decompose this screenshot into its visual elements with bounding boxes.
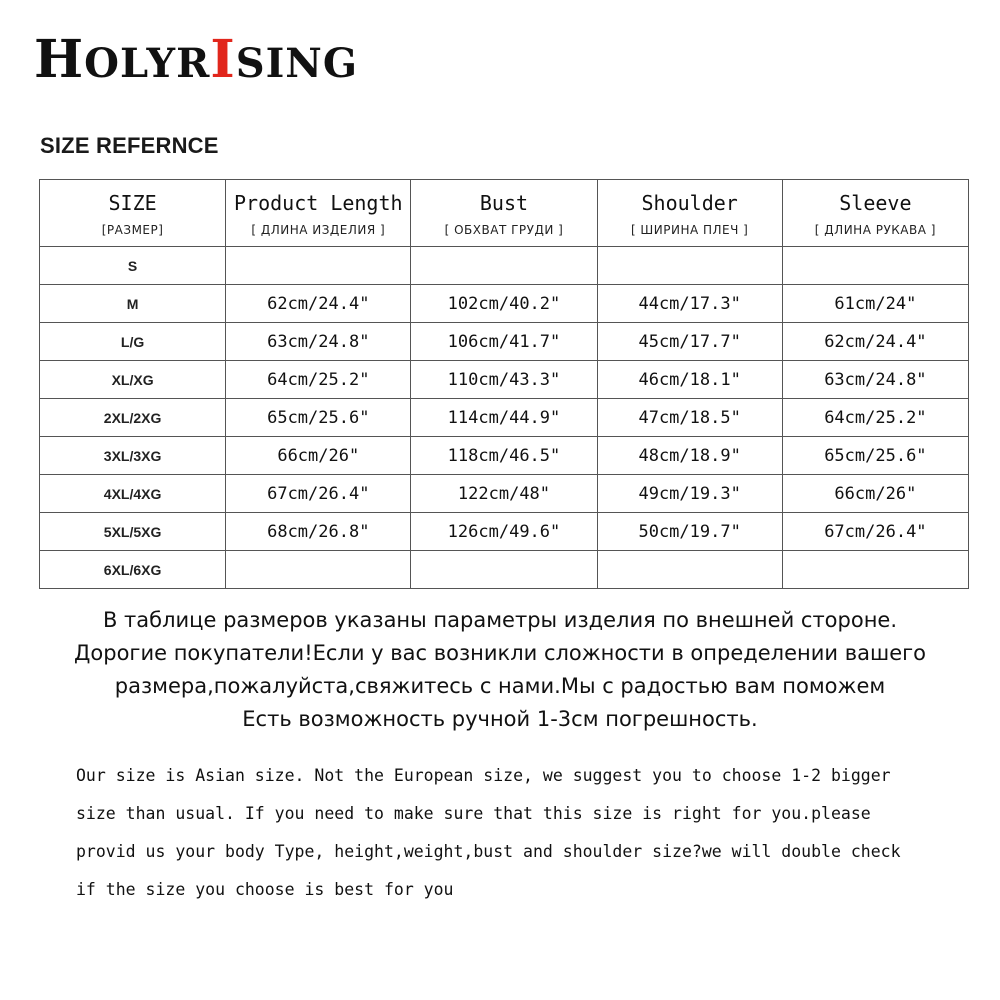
- bust-cell: 106cm/41.7": [411, 323, 597, 361]
- size-reference-heading: SIZE REFERNCE: [40, 133, 219, 158]
- bust-cell: 122cm/48": [411, 475, 597, 513]
- shoulder-cell: 49cm/19.3": [597, 475, 782, 513]
- length-cell: 63cm/24.8": [226, 323, 411, 361]
- header-shoulder-label: Shoulder: [641, 191, 738, 215]
- bust-cell: 114cm/44.9": [411, 399, 597, 437]
- header-shoulder: [597, 180, 782, 247]
- logo-text-olyr: OLYR: [84, 40, 211, 87]
- sleeve-cell: 62cm/24.4": [782, 323, 968, 361]
- table-row: [40, 551, 969, 589]
- length-cell: 64cm/25.2": [226, 361, 411, 399]
- header-size-sublabel: [РАЗМЕР]: [101, 223, 164, 237]
- length-cell: [226, 247, 411, 285]
- shoulder-cell: [597, 551, 782, 589]
- english-note-line: size than usual. If you need to make sure that this size is right for you.please: [76, 804, 871, 823]
- sleeve-cell: [782, 247, 968, 285]
- table-row: [40, 247, 969, 285]
- english-note-line: provid us your body Type, height,weight,bust and shoulder size?we will double check: [76, 842, 901, 861]
- logo-letter-i: I: [210, 29, 236, 90]
- shoulder-cell: 47cm/18.5": [597, 399, 782, 437]
- header-length: [226, 180, 411, 247]
- header-bust-label: Bust: [479, 191, 529, 215]
- shoulder-cell: 44cm/17.3": [597, 285, 782, 323]
- shoulder-cell: 45cm/17.7": [597, 323, 782, 361]
- table-row: [40, 285, 969, 323]
- header-length-label: Product Length: [233, 191, 403, 215]
- header-shoulder-sublabel: [ ШИРИНА ПЛЕЧ ]: [630, 223, 749, 237]
- bust-cell: 118cm/46.5": [411, 437, 597, 475]
- size-cell: 2XL/2XG: [40, 399, 226, 437]
- bust-cell: 110cm/43.3": [411, 361, 597, 399]
- bust-cell: [411, 551, 597, 589]
- logo-letter-h: H: [34, 29, 85, 90]
- header-sleeve: [782, 180, 968, 247]
- russian-notice-line: размера,пожалуйста,свяжитесь с нами.Мы с радостью вам поможем: [114, 674, 886, 698]
- table-row: [40, 437, 969, 475]
- length-cell: 65cm/25.6": [226, 399, 411, 437]
- header-length-sublabel: [ ДЛИНА ИЗДЕЛИЯ ]: [251, 223, 386, 237]
- size-cell: S: [40, 247, 226, 285]
- logo-text-sing: SING: [235, 40, 359, 87]
- table-row: [40, 513, 969, 551]
- table-row: [40, 475, 969, 513]
- sleeve-cell: 64cm/25.2": [782, 399, 968, 437]
- header-sleeve-sublabel: [ ДЛИНА РУКАВА ]: [814, 223, 936, 237]
- sleeve-cell: [782, 551, 968, 589]
- english-note-line: if the size you choose is best for you: [76, 880, 454, 899]
- russian-notice-line: Дорогие покупатели!Если у вас возникли сложности в определении вашего: [73, 641, 926, 665]
- shoulder-cell: [597, 247, 782, 285]
- sleeve-cell: 66cm/26": [782, 475, 968, 513]
- english-note-line: Our size is Asian size. Not the European size, we suggest you to choose 1-2 bigger: [76, 766, 891, 785]
- length-cell: 66cm/26": [226, 437, 411, 475]
- header-sleeve-label: Sleeve: [839, 191, 912, 215]
- english-size-note: [76, 757, 976, 909]
- size-cell: 3XL/3XG: [40, 437, 226, 475]
- length-cell: 67cm/26.4": [226, 475, 411, 513]
- bust-cell: 102cm/40.2": [411, 285, 597, 323]
- shoulder-cell: 48cm/18.9": [597, 437, 782, 475]
- header-bust-sublabel: [ ОБХВАТ ГРУДИ ]: [444, 223, 564, 237]
- sleeve-cell: 67cm/26.4": [782, 513, 968, 551]
- shoulder-cell: 50cm/19.7": [597, 513, 782, 551]
- size-cell: 4XL/4XG: [40, 475, 226, 513]
- sleeve-cell: 63cm/24.8": [782, 361, 968, 399]
- table-header-row: [40, 180, 969, 247]
- size-cell: XL/XG: [40, 361, 226, 399]
- russian-notice: [20, 604, 980, 736]
- size-cell: 5XL/5XG: [40, 513, 226, 551]
- table-row: [40, 361, 969, 399]
- bust-cell: 126cm/49.6": [411, 513, 597, 551]
- header-size-label: SIZE: [108, 191, 157, 215]
- table-row: [40, 323, 969, 361]
- size-cell: M: [40, 285, 226, 323]
- size-table: [39, 179, 969, 589]
- sleeve-cell: 65cm/25.6": [782, 437, 968, 475]
- length-cell: 62cm/24.4": [226, 285, 411, 323]
- sleeve-cell: 61cm/24": [782, 285, 968, 323]
- header-bust: [411, 180, 597, 247]
- shoulder-cell: 46cm/18.1": [597, 361, 782, 399]
- table-row: [40, 399, 969, 437]
- russian-notice-line: В таблице размеров указаны параметры изделия по внешней стороне.: [102, 608, 898, 632]
- brand-logo: [34, 30, 358, 90]
- russian-notice-line: Есть возможность ручной 1-3см погрешность.: [242, 707, 758, 731]
- length-cell: 68cm/26.8": [226, 513, 411, 551]
- header-size: [40, 180, 226, 247]
- size-cell: L/G: [40, 323, 226, 361]
- length-cell: [226, 551, 411, 589]
- bust-cell: [411, 247, 597, 285]
- size-cell: 6XL/6XG: [40, 551, 226, 589]
